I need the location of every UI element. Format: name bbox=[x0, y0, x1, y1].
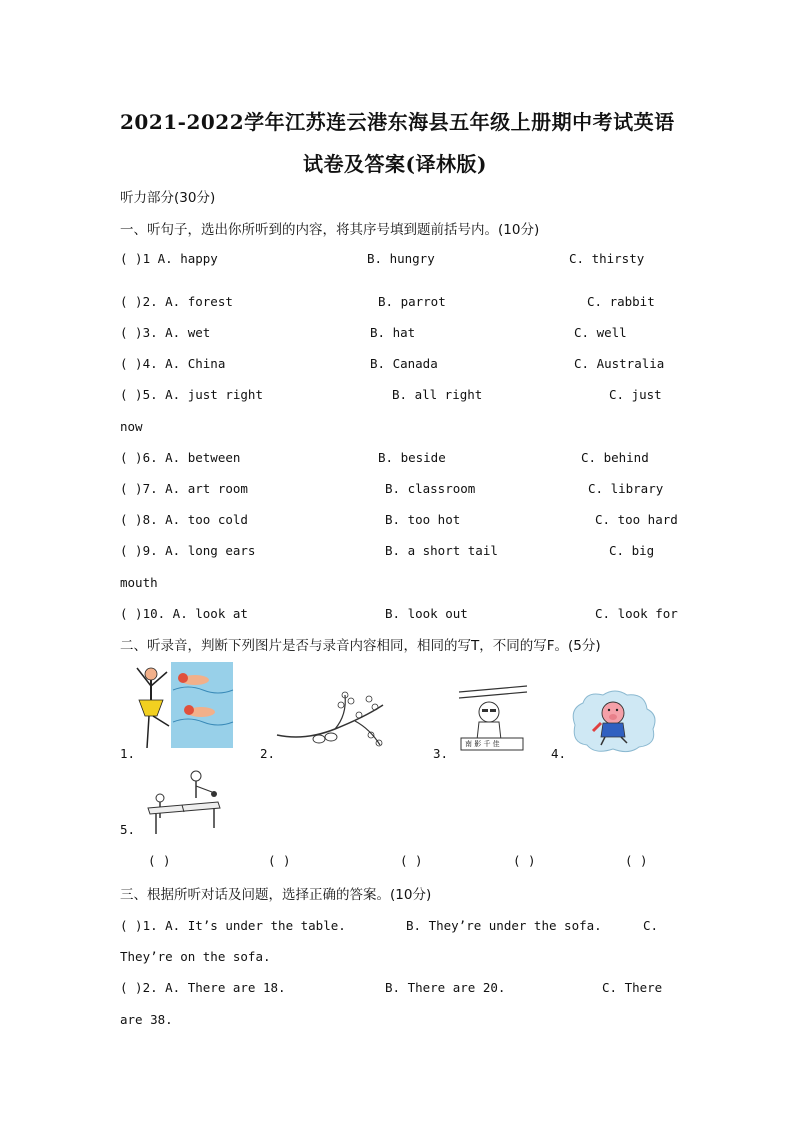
section2-heading: 二、听录音，判断下列图片是否与录音内容相同，相同的写T，不同的写F。(5分) bbox=[120, 638, 601, 654]
pic3-label: 3. bbox=[433, 746, 449, 761]
s3-q2-c: C. There bbox=[602, 980, 663, 995]
s1-q1-stem: ( )1 A. happy bbox=[120, 251, 218, 266]
answer-bracket-3[interactable]: ( ) bbox=[400, 853, 423, 868]
s1-q9-stem: ( )9. A. long ears bbox=[120, 543, 256, 558]
s1-q3-stem: ( )3. A. wet bbox=[120, 325, 211, 340]
s1-q6-b: B. beside bbox=[378, 450, 446, 465]
s1-q6-c: C. behind bbox=[581, 450, 649, 465]
pig-skating-image bbox=[565, 685, 661, 757]
s1-q10-stem: ( )10. A. look at bbox=[120, 606, 248, 621]
s1-q8-stem: ( )8. A. too cold bbox=[120, 512, 248, 527]
s1-q4-stem: ( )4. A. China bbox=[120, 356, 226, 371]
s1-q7-b: B. classroom bbox=[385, 481, 476, 496]
s3-q2-b: B. There are 20. bbox=[385, 980, 506, 995]
answer-bracket-4[interactable]: ( ) bbox=[513, 853, 536, 868]
s1-q9-wrap: mouth bbox=[120, 575, 158, 590]
s1-q10-c: C. look for bbox=[595, 606, 678, 621]
s1-q7-stem: ( )7. A. art room bbox=[120, 481, 248, 496]
page-title-line1: 2021-2022学年江苏连云港东海县五年级上册期中考试英语 bbox=[120, 110, 675, 134]
s1-q4-b: B. Canada bbox=[370, 356, 438, 371]
answer-bracket-1[interactable]: ( ) bbox=[148, 853, 171, 868]
s1-q4-c: C. Australia bbox=[574, 356, 665, 371]
pic4-label: 4. bbox=[551, 746, 567, 761]
s3-q2-stem: ( )2. A. There are 18. bbox=[120, 980, 286, 995]
s1-q8-c: C. too hard bbox=[595, 512, 678, 527]
branch-birds-image bbox=[275, 685, 385, 753]
s1-q7-c: C. library bbox=[588, 481, 664, 496]
sign-text: 南 影 千 佳 bbox=[465, 740, 500, 748]
s1-q9-c: C. big bbox=[609, 543, 655, 558]
pic1-label: 1. bbox=[120, 746, 136, 761]
s1-q10-b: B. look out bbox=[385, 606, 468, 621]
s3-q2-wrap: are 38. bbox=[120, 1012, 173, 1027]
s1-q3-b: B. hat bbox=[370, 325, 416, 340]
s1-q2-b: B. parrot bbox=[378, 294, 446, 309]
s1-q9-b: B. a short tail bbox=[385, 543, 498, 558]
s1-q2-stem: ( )2. A. forest bbox=[120, 294, 233, 309]
answer-bracket-5[interactable]: ( ) bbox=[625, 853, 648, 868]
s3-q1-stem: ( )1. A. It’s under the table. bbox=[120, 918, 346, 933]
section3-heading: 三、根据所听对话及问题，选择正确的答案。(10分) bbox=[120, 887, 432, 903]
s1-q2-c: C. rabbit bbox=[587, 294, 655, 309]
dancer-swimmers-image bbox=[133, 660, 237, 752]
table-tennis-image bbox=[138, 768, 224, 838]
s1-q8-b: B. too hot bbox=[385, 512, 461, 527]
pic5-label: 5. bbox=[120, 822, 136, 837]
pic2-label: 2. bbox=[260, 746, 276, 761]
listening-header: 听力部分(30分) bbox=[120, 190, 216, 206]
s1-q5-b: B. all right bbox=[392, 387, 483, 402]
s1-q5-c: C. just bbox=[609, 387, 662, 402]
page-title-line2: 试卷及答案(译林版) bbox=[303, 152, 487, 176]
section1-heading: 一、听句子，选出你所听到的内容，将其序号填到题前括号内。(10分) bbox=[120, 222, 540, 238]
s3-q1-c: C. bbox=[643, 918, 659, 933]
s1-q5-stem: ( )5. A. just right bbox=[120, 387, 263, 402]
s1-q6-stem: ( )6. A. between bbox=[120, 450, 241, 465]
answer-bracket-2[interactable]: ( ) bbox=[268, 853, 291, 868]
s3-q1-wrap: They’re on the sofa. bbox=[120, 949, 271, 964]
s1-q3-c: C. well bbox=[574, 325, 627, 340]
s1-q5-wrap: now bbox=[120, 419, 143, 434]
s3-q1-b: B. They’re under the sofa. bbox=[406, 918, 602, 933]
s1-q1-c: C. thirsty bbox=[569, 251, 645, 266]
s1-q1-b: B. hungry bbox=[367, 251, 435, 266]
